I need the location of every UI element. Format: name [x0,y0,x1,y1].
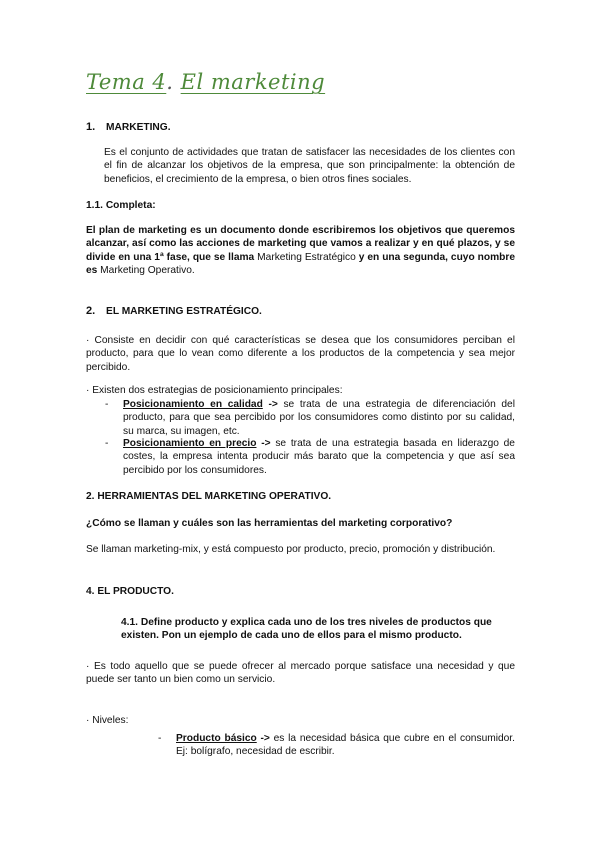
section-2-paragraph-1: · Consiste en decidir con qué características se desea que los consumidores perciban el producto, para que lo vean como diferente a los productos de la competencia y sea mejor percibido. [86,335,515,373]
bullet-dash: - [105,399,109,410]
bullet-text: se trata de una estrategia basada en liderazgo de costes, la empresa intenta producir más barato que la competencia y que así sea percibido por los consumidores. [123,438,515,476]
completa-answer-2: Marketing Operativo. [97,265,195,277]
bullet-dash: - [105,438,109,449]
list-item [158,732,515,759]
section-3-answer: Se llaman marketing-mix, y está compuesto por producto, precio, promoción y distribución. [86,544,496,555]
list-item [105,398,515,438]
section-4-1-text: Define producto y explica cada uno de los tres niveles de productos que existen. Pon un ejemplo de cada uno de ellos para el mismo producto. [121,617,492,642]
section-3-question: ¿Cómo se llaman y cuáles son las herramientas del marketing corporativo? [86,518,453,529]
section-1-1-heading: 1.1. Completa: [86,200,156,211]
section-4-heading: 4. EL PRODUCTO. [86,586,174,597]
completa-bold-1: El plan de marketing es un documento donde escribiremos los objetivos que queremos alcanzar, así como las acciones de marketing que vamos a realizar y en qué plazos, y se divide en una 1ª fase, que se llama [86,225,515,263]
section-2-paragraph-2: · Existen dos estrategias de posicionamiento principales: [86,385,343,396]
section-4-1-number: 4.1. [121,617,138,628]
title-part1: Tema 4 [86,70,167,94]
bullet-text: es la necesidad básica que cubre en el consumidor. Ej: bolígrafo, necesidad de escribir. [176,733,515,758]
section-1-title: MARKETING. [106,122,171,133]
bullet-text: se trata de una estrategia de diferenciación del producto, para que sea percibido por los consumidores como distinto por su calidad, su marca, su imagen, etc. [123,399,515,437]
bullet-arrow: -> [256,438,271,449]
section-3-heading: 2. HERRAMIENTAS DEL MARKETING OPERATIVO. [86,491,332,502]
section-4-1-prompt [121,616,515,643]
list-item [105,437,515,477]
section-4-paragraph: · Es todo aquello que se puede ofrecer al mercado porque satisface una necesidad y que puede ser tanto un bien como un servicio. [86,661,515,686]
bullet-term: Posicionamiento en precio [123,438,257,449]
bullet-term: Producto básico [176,733,257,744]
bullet-arrow: -> [256,733,270,744]
completa-bold-2: y en una segunda, cuyo nombre es [86,251,515,277]
section-1-heading [86,121,171,134]
completa-answer-1: Marketing Estratégico [254,251,359,263]
section-1-1-paragraph [86,224,515,278]
bullet-dash: - [158,733,162,744]
bullet-arrow: -> [262,399,278,410]
page-title [86,70,325,94]
section-2-title: EL MARKETING ESTRATÉGICO. [106,306,262,317]
section-2-heading [86,305,262,318]
section-2-number: 2. [86,305,96,317]
title-separator: . [166,70,181,94]
section-1-paragraph: Es el conjunto de actividades que tratan de satisfacer las necesidades de los clientes con el fin de alcanzar los objetivos de la empresa, que son principalmente: la obtención de beneficios, el crecimiento de la empresa, o bien otros fines sociales. [104,147,515,185]
title-part2: El marketing [180,70,326,94]
section-1-number: 1. [86,121,96,133]
bullet-term: Posicionamiento en calidad [123,399,263,410]
niveles-label: · Niveles: [86,715,129,726]
